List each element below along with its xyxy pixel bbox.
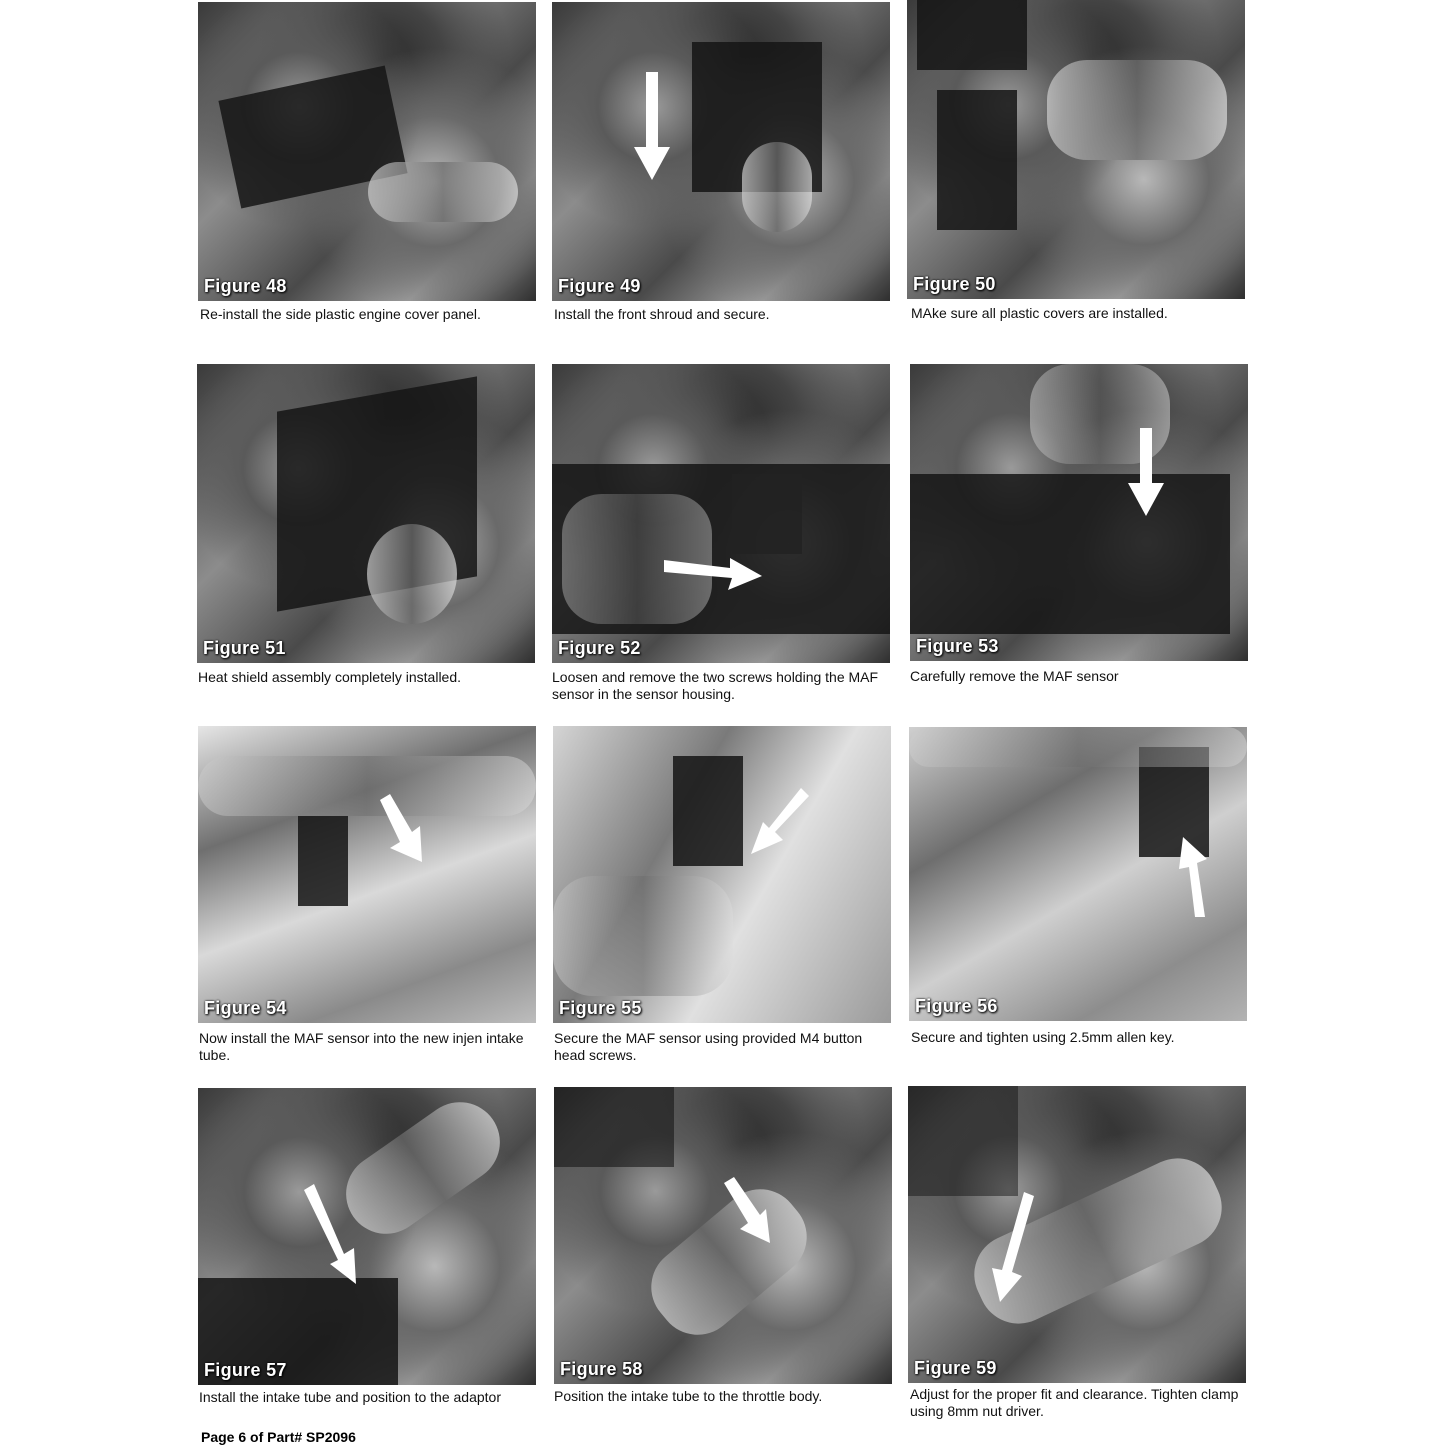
figure-photo [198, 2, 536, 301]
figure-caption: Install the front shroud and secure. [554, 306, 770, 322]
figure-caption: Secure the MAF sensor using provided M4 button head screws. [554, 1030, 863, 1063]
figure-49 [552, 2, 890, 332]
figure-58 [554, 1087, 892, 1417]
figure-caption: Carefully remove the MAF sensor [910, 668, 1119, 684]
arrow-icon [1171, 837, 1211, 917]
figure-caption: Secure and tighten using 2.5mm allen key. [911, 1029, 1175, 1045]
arrow-icon [1126, 428, 1166, 518]
figure-label: Figure 57 [204, 1360, 287, 1380]
figure-photo [552, 2, 890, 301]
figure-caption: Loosen and remove the two screws holding the MAF sensor in the sensor housing. [552, 669, 879, 702]
figure-label: Figure 58 [560, 1359, 643, 1379]
figure-48 [198, 2, 536, 332]
figure-caption: Heat shield assembly completely installed. [198, 669, 462, 685]
figure-caption: Position the intake tube to the throttle body. [554, 1388, 823, 1404]
figure-photo [909, 727, 1247, 1021]
figure-label: Figure 53 [916, 636, 999, 656]
figure-53 [910, 364, 1248, 694]
arrow-icon [722, 1173, 772, 1243]
figure-51 [197, 364, 535, 694]
figure-photo [553, 726, 891, 1023]
figure-photo [198, 726, 536, 1023]
figure-50 [907, 0, 1245, 330]
figure-photo [907, 0, 1245, 299]
figure-52 [552, 364, 890, 704]
figure-55 [553, 726, 891, 1066]
figure-caption: Now install the MAF sensor into the new injen intake tube. [199, 1030, 524, 1063]
figure-label: Figure 49 [558, 276, 641, 296]
figure-photo [908, 1086, 1246, 1383]
figure-caption: Re-install the side plastic engine cover panel. [200, 306, 481, 322]
figure-photo [198, 1088, 536, 1385]
figure-label: Figure 54 [204, 998, 287, 1018]
figure-label: Figure 59 [914, 1358, 997, 1378]
figure-photo [910, 364, 1248, 661]
figure-label: Figure 55 [559, 998, 642, 1018]
figure-57 [198, 1088, 536, 1418]
arrow-icon [664, 552, 764, 592]
arrow-icon [302, 1184, 362, 1284]
figure-caption: MAke sure all plastic covers are installed. [911, 305, 1168, 321]
figure-59 [908, 1086, 1246, 1426]
figure-label: Figure 51 [203, 638, 286, 658]
arrow-icon [632, 72, 672, 182]
figure-photo [554, 1087, 892, 1384]
page-footer: Page 6 of Part# SP2096 [201, 1429, 356, 1445]
arrow-icon [376, 792, 426, 862]
arrow-icon [986, 1192, 1036, 1302]
figure-photo [197, 364, 535, 663]
figure-56 [909, 727, 1247, 1057]
figure-label: Figure 50 [913, 274, 996, 294]
figure-label: Figure 52 [558, 638, 641, 658]
figure-54 [198, 726, 536, 1066]
arrow-icon [749, 786, 809, 856]
figure-photo [552, 364, 890, 663]
figure-label: Figure 48 [204, 276, 287, 296]
figure-caption: Install the intake tube and position to the adaptor [199, 1389, 501, 1405]
figure-label: Figure 56 [915, 996, 998, 1016]
figure-caption: Adjust for the proper fit and clearance. Tighten clamp using 8mm nut driver. [910, 1386, 1239, 1419]
